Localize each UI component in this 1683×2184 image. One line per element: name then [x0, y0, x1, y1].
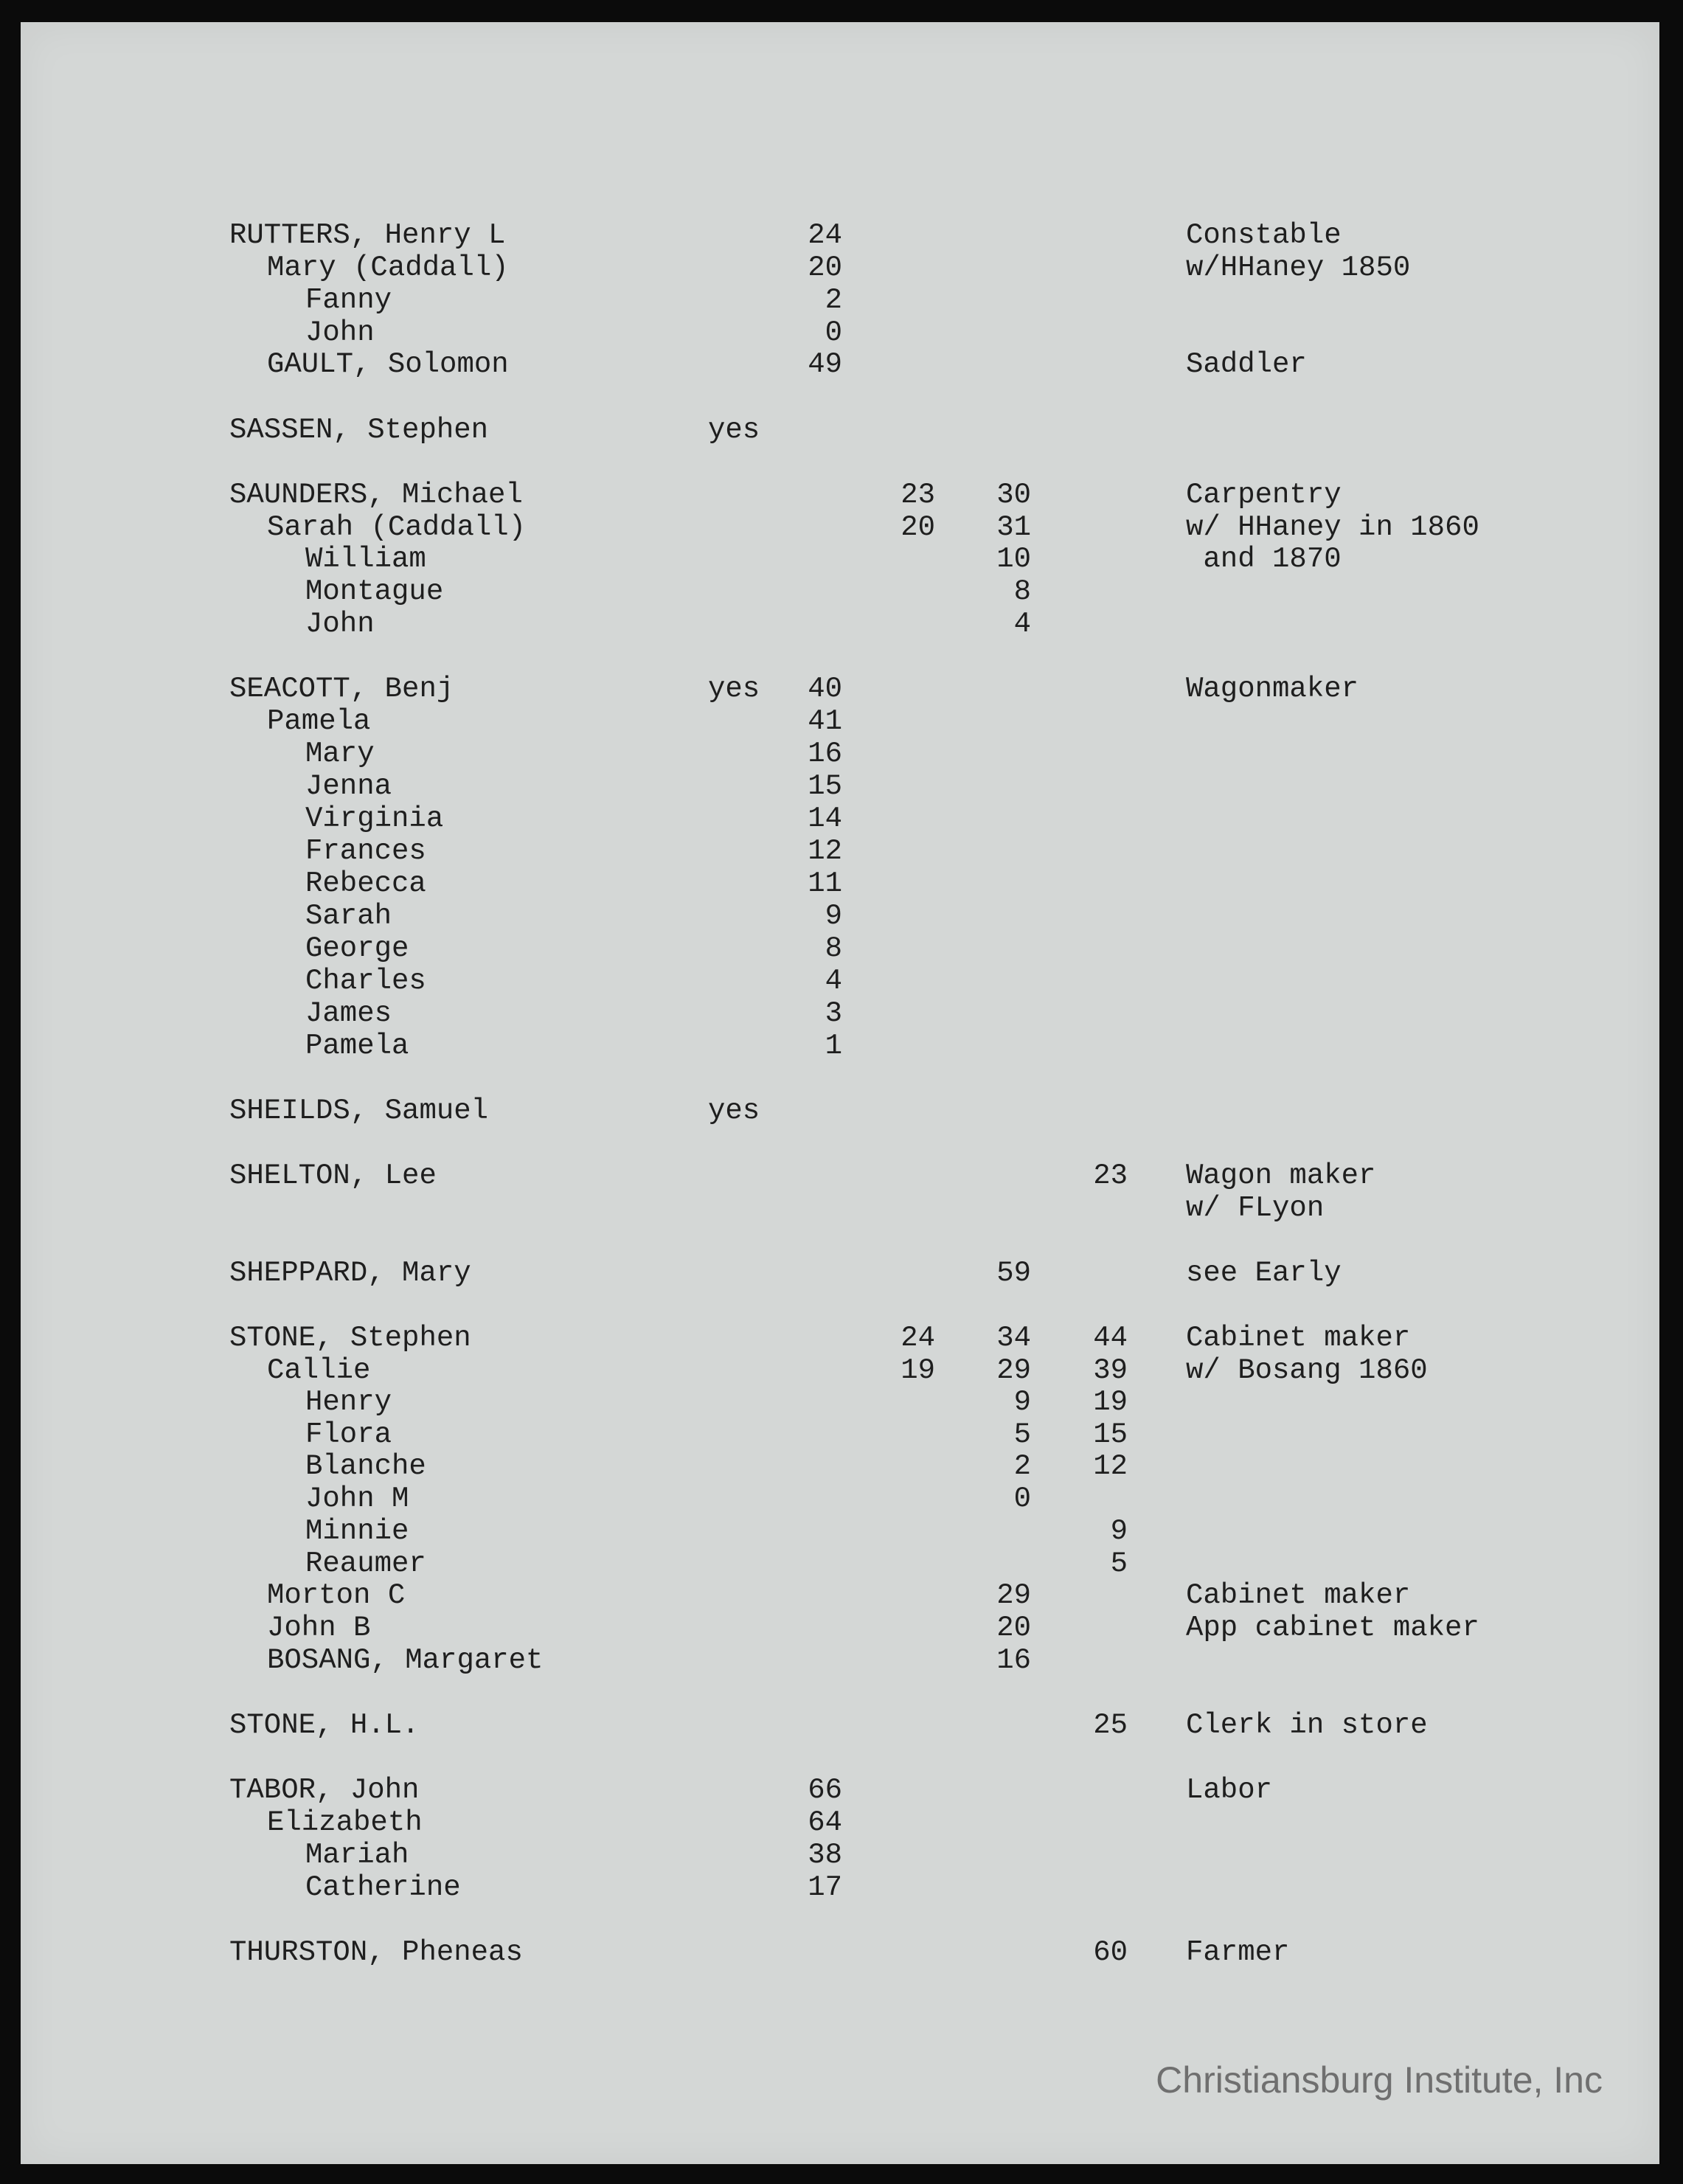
age-col-2: 20	[901, 511, 935, 544]
household-member-name: Charles	[305, 965, 426, 997]
census-row	[0, 1030, 1683, 1062]
occupation-note: Labor	[1186, 1774, 1273, 1806]
age-col-3: 9	[1013, 1386, 1031, 1418]
age-col-3: 10	[996, 543, 1031, 575]
census-flag: yes	[708, 673, 760, 705]
census-row	[0, 575, 1683, 608]
age-col-3: 31	[996, 511, 1031, 544]
household-member-name: Mariah	[305, 1839, 409, 1871]
census-row	[0, 965, 1683, 997]
household-member-name: Reaumer	[305, 1547, 426, 1580]
household-member-name: John B	[267, 1612, 371, 1644]
census-row	[0, 1159, 1683, 1192]
age-col-3: 4	[1013, 608, 1031, 640]
age-col-3: 0	[1013, 1483, 1031, 1515]
household-member-name: Fanny	[305, 284, 392, 316]
head-of-household-name: THURSTON, Pheneas	[229, 1936, 523, 1969]
household-member-name: John	[305, 316, 375, 349]
age-col-4: 9	[1110, 1515, 1128, 1547]
census-row	[0, 348, 1683, 381]
head-of-household-name: SEACOTT, Benj	[229, 673, 454, 705]
age-col-3: 59	[996, 1257, 1031, 1289]
age-col-4: 12	[1093, 1450, 1128, 1483]
age-col-1: 38	[808, 1839, 842, 1871]
census-row	[0, 1774, 1683, 1806]
household-member-name: Callie	[267, 1354, 371, 1387]
household-member-name: Jenna	[305, 770, 392, 802]
age-col-1: 15	[808, 770, 842, 802]
census-row	[0, 543, 1683, 575]
occupation-note: see Early	[1186, 1257, 1342, 1289]
household-member-name: Elizabeth	[267, 1806, 423, 1839]
occupation-note: Saddler	[1186, 348, 1307, 381]
household-member-name: Mary	[305, 738, 375, 770]
occupation-note: Farmer	[1186, 1936, 1290, 1969]
occupation-note: App cabinet maker	[1186, 1612, 1479, 1644]
census-flag: yes	[708, 414, 760, 446]
census-row	[0, 867, 1683, 900]
age-col-4: 19	[1093, 1386, 1128, 1418]
age-col-4: 39	[1093, 1354, 1128, 1387]
age-col-1: 12	[808, 835, 842, 867]
age-col-4: 23	[1093, 1159, 1128, 1192]
age-col-1: 66	[808, 1774, 842, 1806]
occupation-note: Cabinet maker	[1186, 1579, 1411, 1612]
age-col-3: 16	[996, 1644, 1031, 1677]
age-col-1: 17	[808, 1871, 842, 1904]
age-col-1: 16	[808, 738, 842, 770]
household-member-name: Pamela	[305, 1030, 409, 1062]
occupation-note: Cabinet maker	[1186, 1322, 1411, 1354]
census-row	[0, 1322, 1683, 1354]
head-of-household-name: SHELTON, Lee	[229, 1159, 437, 1192]
head-of-household-name: TABOR, John	[229, 1774, 420, 1806]
census-row	[0, 1095, 1683, 1127]
census-row	[0, 1192, 1683, 1224]
age-col-1: 3	[825, 997, 842, 1030]
age-col-4: 25	[1093, 1709, 1128, 1741]
census-row	[0, 997, 1683, 1030]
census-row	[0, 608, 1683, 640]
age-col-3: 30	[996, 479, 1031, 511]
age-col-3: 34	[996, 1322, 1031, 1354]
census-row	[0, 511, 1683, 544]
household-member-name: GAULT, Solomon	[267, 348, 509, 381]
household-member-name: John	[305, 608, 375, 640]
age-col-2: 19	[901, 1354, 935, 1387]
occupation-note: and 1870	[1186, 543, 1342, 575]
census-row	[0, 1579, 1683, 1612]
census-row	[0, 802, 1683, 835]
household-member-name: George	[305, 932, 409, 965]
household-member-name: Mary (Caddall)	[267, 252, 509, 284]
head-of-household-name: SASSEN, Stephen	[229, 414, 489, 446]
census-row	[0, 1450, 1683, 1483]
age-col-1: 40	[808, 673, 842, 705]
occupation-note: Constable	[1186, 219, 1342, 252]
census-row	[0, 1612, 1683, 1644]
census-row	[0, 1839, 1683, 1871]
census-row	[0, 1871, 1683, 1904]
census-row	[0, 414, 1683, 446]
occupation-note: w/ FLyon	[1186, 1192, 1325, 1224]
age-col-4: 44	[1093, 1322, 1128, 1354]
age-col-1: 1	[825, 1030, 842, 1062]
age-col-1: 0	[825, 316, 842, 349]
household-member-name: Rebecca	[305, 867, 426, 900]
watermark: Christiansburg Institute, Inc	[1156, 2059, 1603, 2101]
age-col-1: 24	[808, 219, 842, 252]
age-col-3: 2	[1013, 1450, 1031, 1483]
age-col-4: 5	[1110, 1547, 1128, 1580]
age-col-4: 15	[1093, 1418, 1128, 1451]
head-of-household-name: SHEPPARD, Mary	[229, 1257, 471, 1289]
census-row	[0, 1547, 1683, 1580]
age-col-3: 20	[996, 1612, 1031, 1644]
household-member-name: John M	[305, 1483, 409, 1515]
age-col-1: 14	[808, 802, 842, 835]
household-member-name: Montague	[305, 575, 444, 608]
household-member-name: Sarah (Caddall)	[267, 511, 527, 544]
household-member-name: Morton C	[267, 1579, 406, 1612]
occupation-note: Carpentry	[1186, 479, 1342, 511]
head-of-household-name: RUTTERS, Henry L	[229, 219, 506, 252]
age-col-1: 11	[808, 867, 842, 900]
household-member-name: Catherine	[305, 1871, 461, 1904]
household-member-name: Pamela	[267, 705, 371, 738]
occupation-note: w/HHaney 1850	[1186, 252, 1411, 284]
census-row	[0, 316, 1683, 349]
age-col-3: 5	[1013, 1418, 1031, 1451]
census-row	[0, 1386, 1683, 1418]
age-col-3: 8	[1013, 575, 1031, 608]
census-row	[0, 219, 1683, 252]
head-of-household-name: SHEILDS, Samuel	[229, 1095, 489, 1127]
head-of-household-name: STONE, Stephen	[229, 1322, 471, 1354]
age-col-1: 8	[825, 932, 842, 965]
household-member-name: Sarah	[305, 900, 392, 932]
census-row	[0, 1806, 1683, 1839]
age-col-1: 9	[825, 900, 842, 932]
age-col-1: 49	[808, 348, 842, 381]
occupation-note: Clerk in store	[1186, 1709, 1428, 1741]
census-row	[0, 479, 1683, 511]
head-of-household-name: STONE, H.L.	[229, 1709, 420, 1741]
head-of-household-name: SAUNDERS, Michael	[229, 479, 523, 511]
age-col-1: 20	[808, 252, 842, 284]
census-row	[0, 1483, 1683, 1515]
census-row	[0, 673, 1683, 705]
age-col-2: 23	[901, 479, 935, 511]
age-col-2: 24	[901, 1322, 935, 1354]
census-row	[0, 252, 1683, 284]
census-row	[0, 738, 1683, 770]
census-row	[0, 1418, 1683, 1451]
household-member-name: Henry	[305, 1386, 392, 1418]
census-row	[0, 1644, 1683, 1677]
occupation-note: w/ Bosang 1860	[1186, 1354, 1428, 1387]
census-row	[0, 932, 1683, 965]
household-member-name: Virginia	[305, 802, 444, 835]
age-col-3: 29	[996, 1354, 1031, 1387]
age-col-4: 60	[1093, 1936, 1128, 1969]
age-col-1: 64	[808, 1806, 842, 1839]
household-member-name: BOSANG, Margaret	[267, 1644, 544, 1677]
age-col-1: 2	[825, 284, 842, 316]
census-row	[0, 1257, 1683, 1289]
age-col-1: 4	[825, 965, 842, 997]
census-row	[0, 1515, 1683, 1547]
occupation-note: w/ HHaney in 1860	[1186, 511, 1479, 544]
census-row	[0, 1709, 1683, 1741]
census-flag: yes	[708, 1095, 760, 1127]
household-member-name: James	[305, 997, 392, 1030]
household-member-name: Blanche	[305, 1450, 426, 1483]
occupation-note: Wagonmaker	[1186, 673, 1359, 705]
census-row	[0, 1936, 1683, 1969]
census-row	[0, 1354, 1683, 1387]
household-member-name: Minnie	[305, 1515, 409, 1547]
census-row	[0, 835, 1683, 867]
age-col-3: 29	[996, 1579, 1031, 1612]
household-member-name: William	[305, 543, 426, 575]
household-member-name: Flora	[305, 1418, 392, 1451]
census-row	[0, 705, 1683, 738]
occupation-note: Wagon maker	[1186, 1159, 1376, 1192]
census-row	[0, 770, 1683, 802]
household-member-name: Frances	[305, 835, 426, 867]
census-row	[0, 900, 1683, 932]
census-row	[0, 284, 1683, 316]
age-col-1: 41	[808, 705, 842, 738]
